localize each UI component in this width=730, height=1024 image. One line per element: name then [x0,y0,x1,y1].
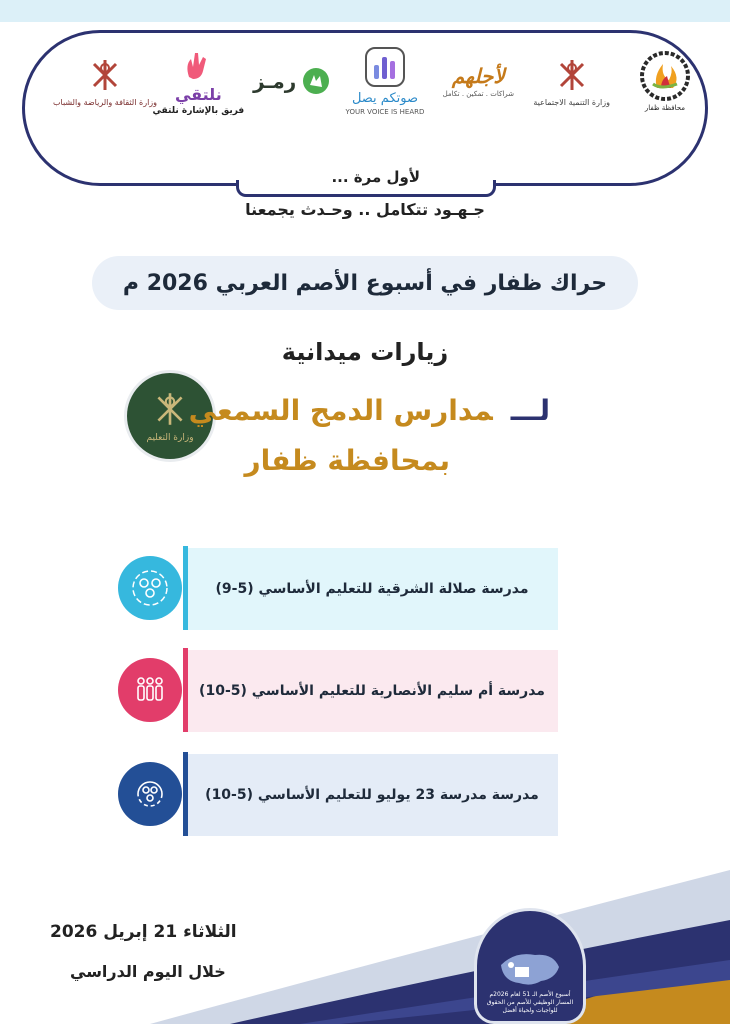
field-visits-heading: زيارات ميدانية [281,338,449,366]
group-icon [118,556,182,620]
ministry-social-logo: وزارة التنمية الاجتماعية [527,56,617,107]
oman-emblem-icon [86,56,124,94]
green-hand-icon [302,67,330,95]
ministry-culture-logo: وزارة الثقافة والرياضة والشباب [60,56,150,107]
disability-association-logo: محافظة ظفار [620,50,710,112]
card-accent-line [183,648,188,732]
flame-ring-icon [639,50,691,102]
people-icon [118,658,182,722]
school-card: مدرسة أم سليم الأنصارية للتعليم الأساسي (5-10) [186,650,558,732]
voice-bars-icon [365,47,405,87]
slogan: جـهـود تتكامل .. وحـدث يجمعنا [245,200,485,219]
top-strip [0,0,730,22]
target-line-2: بمحافظة ظفار [244,444,450,477]
target-line-1: لـــمدارس الدمج السمعي [188,394,550,427]
oman-emblem-icon [150,389,190,429]
school-card: مدرسة مدرسة 23 يوليو للتعليم الأساسي (5-10) [186,754,558,836]
oman-emblem-icon [553,56,591,94]
sawtukum-logo: صوتكم يصل YOUR VOICE IS HEARD [340,47,430,116]
sign-hand-icon [179,47,217,85]
liajlihim-logo: لأجلهم شراكات . تمكين . تكامل [442,64,514,98]
deaf-week-badge: أسبوع الأصم الـ 51 لعام 2026م المسار الوظيفي للأصم من الحقوق للواجبات ولحياة أفضل [474,908,586,1024]
network-icon [118,762,182,826]
first-time-label: لأول مرة ... [331,168,420,186]
page-title: حراك ظفار في أسبوع الأصم العربي 2026 م [92,256,638,310]
arab-map-icon [495,945,565,991]
event-date: الثلاثاء 21 إبريل 2026 [50,922,237,942]
partner-logos-row [52,36,710,126]
school-card: مدرسة صلالة الشرقية للتعليم الأساسي (5-9) [186,548,558,630]
card-accent-line [183,752,188,836]
ramz-logo: رمـز [247,67,337,95]
card-accent-line [183,546,188,630]
ministry-education-badge: وزارة التعليم [124,370,216,462]
event-timing: خلال اليوم الدراسي [70,962,226,981]
naltaqi-logo: نلتقي فريق بالإشارة نلتقي [153,47,243,116]
